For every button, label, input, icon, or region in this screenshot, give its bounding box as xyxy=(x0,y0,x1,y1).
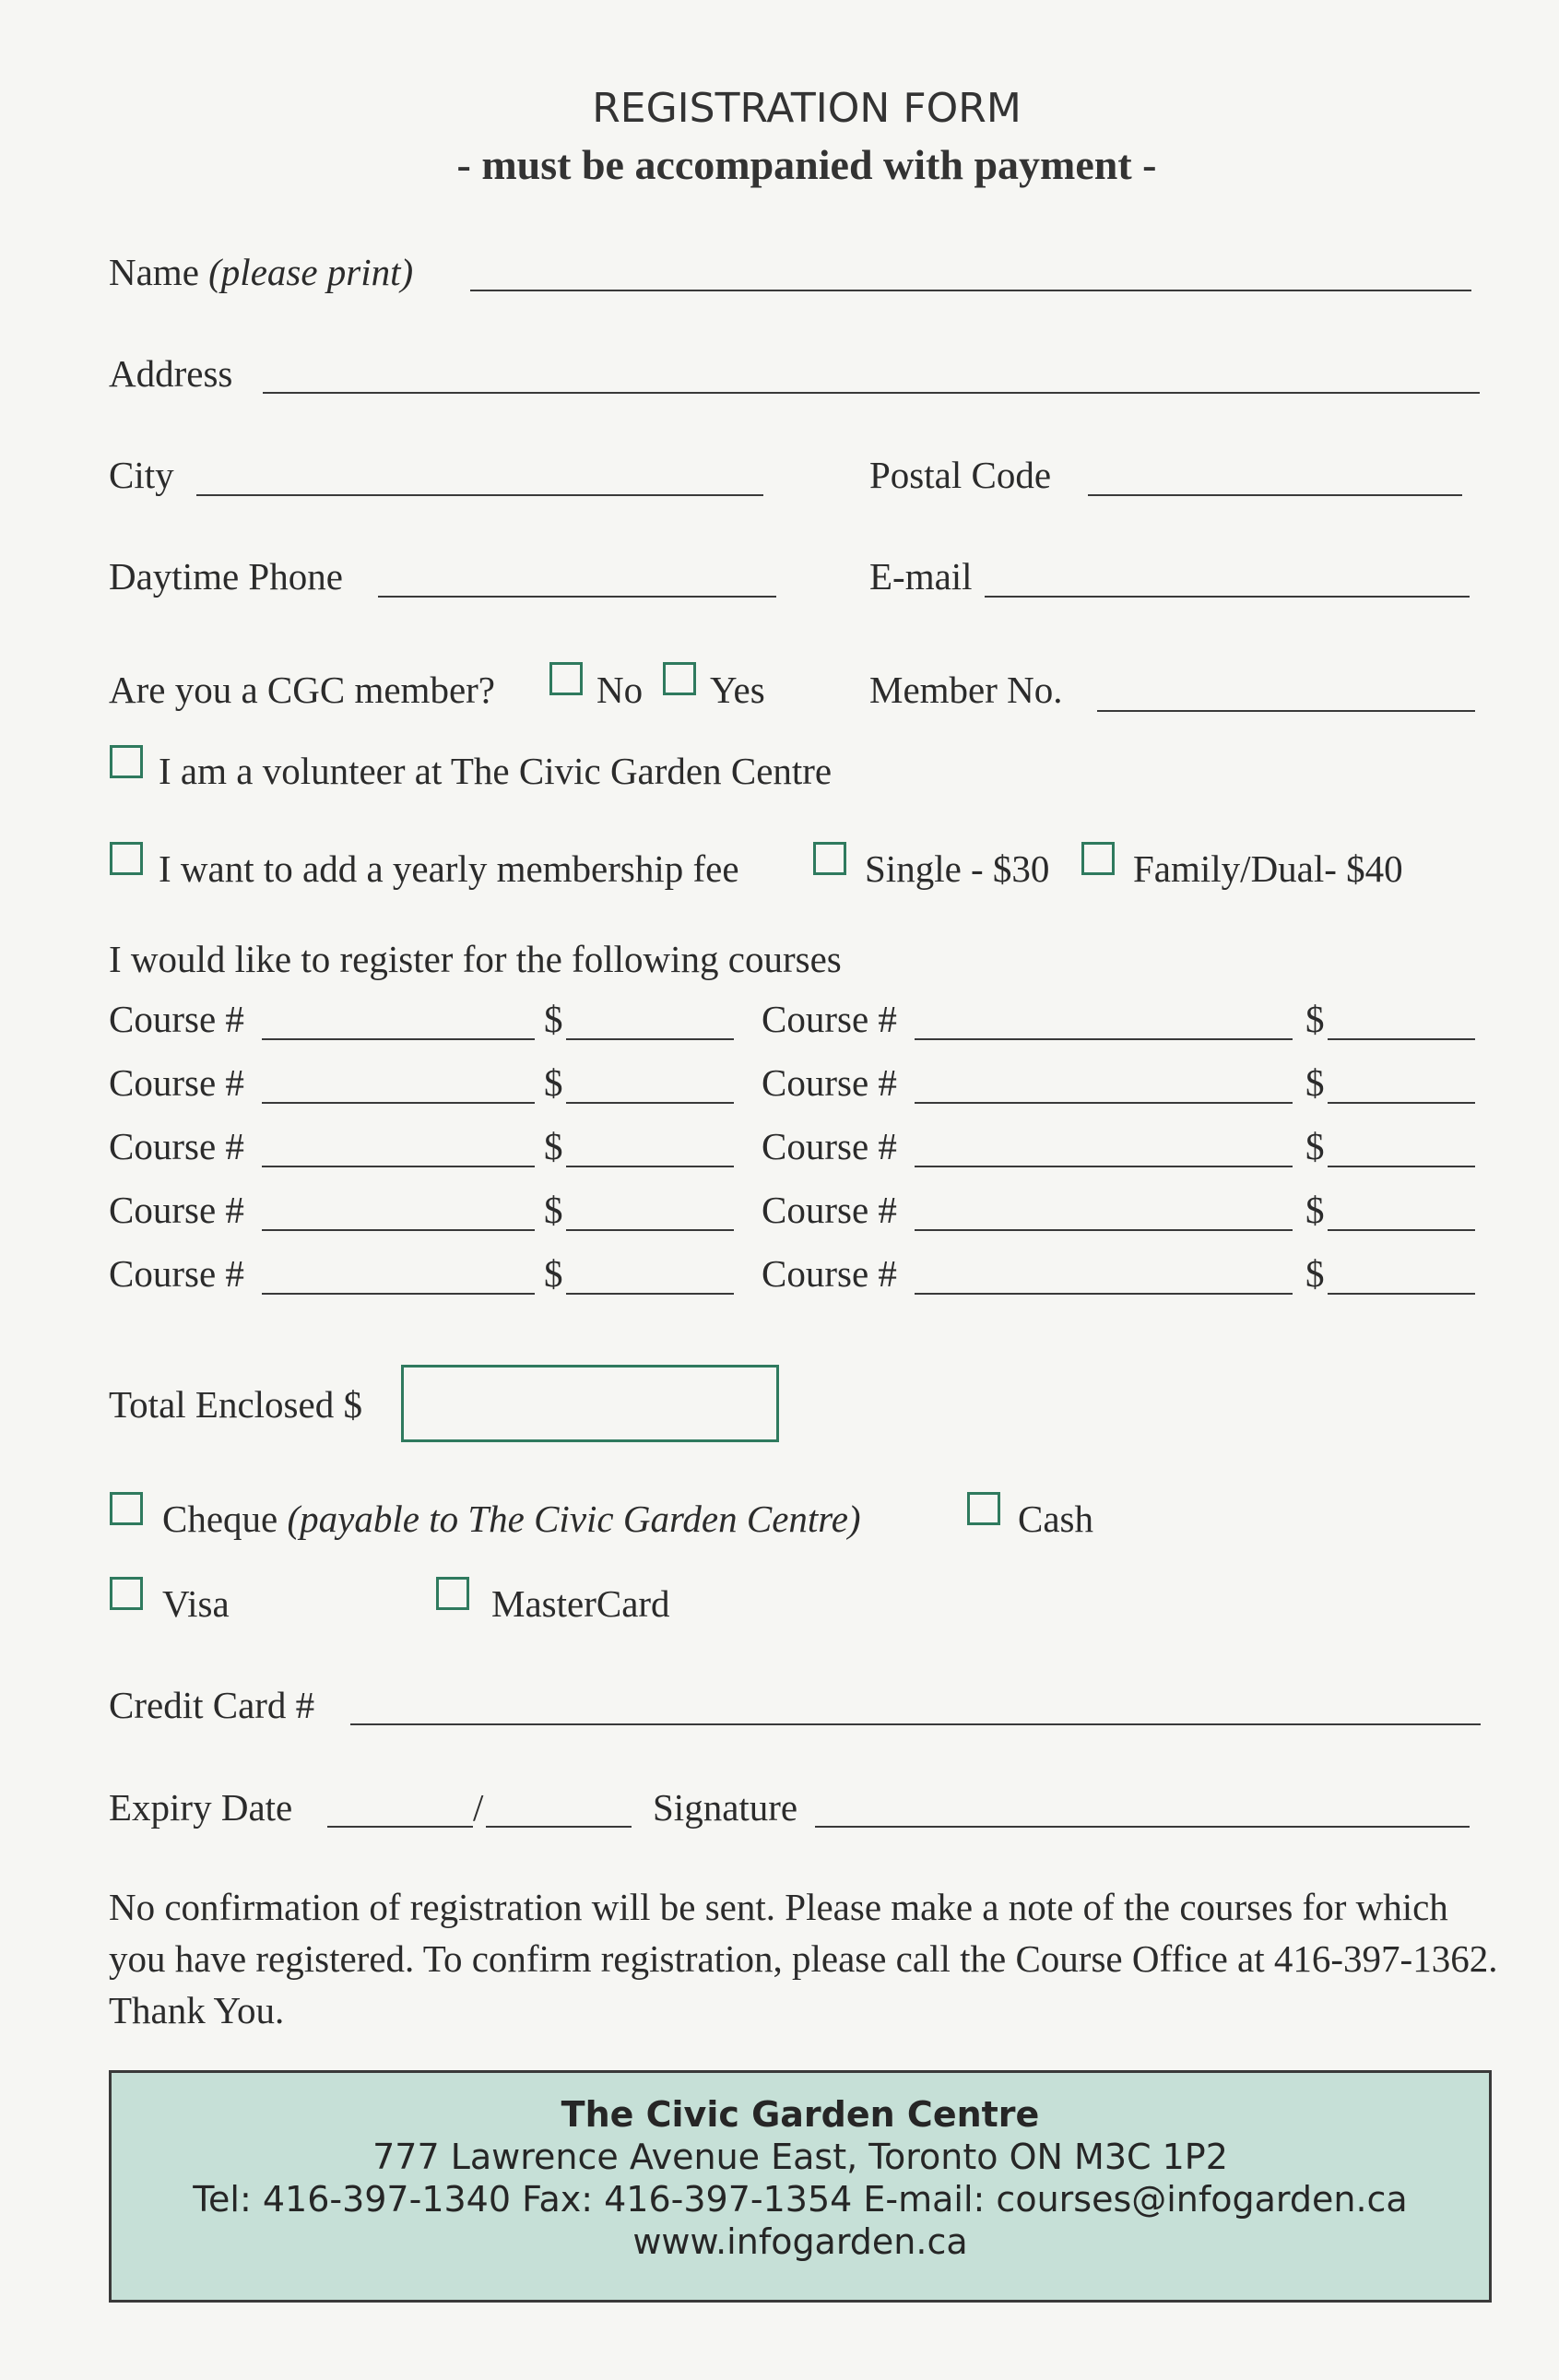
course-amount-field[interactable] xyxy=(566,1166,734,1167)
dollar-label: $ xyxy=(1305,1189,1325,1231)
signature-field[interactable] xyxy=(815,1826,1470,1828)
postal-code-field[interactable] xyxy=(1088,494,1462,496)
course-label: Course # xyxy=(762,1125,897,1167)
course-label: Course # xyxy=(109,1189,244,1231)
cheque-label-group xyxy=(162,1500,861,1538)
course-number-field[interactable] xyxy=(915,1102,1293,1104)
total-enclosed-field[interactable] xyxy=(401,1365,779,1442)
city-field[interactable] xyxy=(196,494,763,496)
confirmation-note: No confirmation of registration will be sent. Please make a note of the courses for which you have registered. To confirm registration, please call the Course Office at 416-397-1362. Thank You. xyxy=(109,1886,1498,2031)
dollar-label: $ xyxy=(544,1189,563,1231)
family-membership-checkbox[interactable] xyxy=(1081,842,1115,875)
credit-card-label: Credit Card # xyxy=(109,1684,315,1726)
dollar-label: $ xyxy=(1305,1125,1325,1167)
course-number-field[interactable] xyxy=(915,1166,1293,1167)
course-number-field[interactable] xyxy=(915,1229,1293,1231)
dollar-label: $ xyxy=(544,1125,563,1167)
single-membership-label: Single - $30 xyxy=(865,847,1050,890)
city-label: City xyxy=(109,454,174,496)
email-field[interactable] xyxy=(985,596,1470,598)
course-amount-field[interactable] xyxy=(566,1229,734,1231)
course-number-field[interactable] xyxy=(262,1293,535,1295)
expiry-year-field[interactable] xyxy=(486,1826,632,1828)
course-amount-field[interactable] xyxy=(566,1102,734,1104)
cheque-checkbox[interactable] xyxy=(110,1492,143,1525)
dollar-label: $ xyxy=(1305,998,1325,1040)
dollar-label: $ xyxy=(1305,1252,1325,1295)
course-label: Course # xyxy=(762,1252,897,1295)
cash-checkbox[interactable] xyxy=(967,1492,1000,1525)
organization-address: 777 Lawrence Avenue East, Toronto ON M3C 1P2 xyxy=(372,2137,1228,2177)
volunteer-label: I am a volunteer at The Civic Garden Centre xyxy=(159,750,833,792)
form-title: REGISTRATION FORM xyxy=(592,85,1022,132)
name-field[interactable] xyxy=(470,290,1471,291)
expiry-label: Expiry Date xyxy=(109,1786,293,1829)
course-amount-field[interactable] xyxy=(1328,1102,1475,1104)
member-yes-checkbox[interactable] xyxy=(663,662,696,695)
course-label: Course # xyxy=(762,1061,897,1104)
course-label: Course # xyxy=(762,1189,897,1231)
single-membership-checkbox[interactable] xyxy=(813,842,846,875)
name-label: Name xyxy=(109,251,199,293)
cheque-hint: (payable to The Civic Garden Centre) xyxy=(287,1498,861,1540)
course-label: Course # xyxy=(109,1252,244,1295)
phone-label: Daytime Phone xyxy=(109,555,343,598)
dollar-label: $ xyxy=(544,1252,563,1295)
course-amount-field[interactable] xyxy=(1328,1166,1475,1167)
course-label: Course # xyxy=(109,998,244,1040)
member-number-label: Member No. xyxy=(869,669,1063,711)
course-number-field[interactable] xyxy=(262,1038,535,1040)
email-label: E-mail xyxy=(869,555,973,598)
course-number-field[interactable] xyxy=(915,1293,1293,1295)
cheque-label: Cheque xyxy=(162,1498,278,1540)
volunteer-checkbox[interactable] xyxy=(110,745,143,778)
phone-field[interactable] xyxy=(378,596,776,598)
courses-intro: I would like to register for the following courses xyxy=(109,938,842,980)
member-no-option-label: No xyxy=(596,669,644,711)
mastercard-checkbox[interactable] xyxy=(436,1577,469,1610)
postal-code-label: Postal Code xyxy=(869,454,1052,496)
course-amount-field[interactable] xyxy=(1328,1293,1475,1295)
expiry-separator: / xyxy=(473,1786,484,1829)
course-amount-field[interactable] xyxy=(566,1293,734,1295)
member-number-field[interactable] xyxy=(1097,710,1475,712)
cash-label: Cash xyxy=(1018,1498,1093,1540)
organization-name: The Civic Garden Centre xyxy=(561,2094,1040,2135)
mastercard-label: MasterCard xyxy=(491,1582,670,1625)
name-hint: (please print) xyxy=(208,251,414,293)
course-label: Course # xyxy=(762,998,897,1040)
expiry-month-field[interactable] xyxy=(327,1826,473,1828)
member-no-checkbox[interactable] xyxy=(549,662,583,695)
form-subtitle: - must be accompanied with payment - xyxy=(456,141,1157,188)
address-field[interactable] xyxy=(263,392,1480,394)
organization-website: www.infogarden.ca xyxy=(632,2221,968,2262)
signature-label: Signature xyxy=(653,1786,798,1829)
member-question: Are you a CGC member? xyxy=(109,669,495,711)
course-number-field[interactable] xyxy=(915,1038,1293,1040)
family-membership-label: Family/Dual- $40 xyxy=(1133,847,1403,890)
visa-checkbox[interactable] xyxy=(110,1577,143,1610)
organization-contact: Tel: 416-397-1340 Fax: 416-397-1354 E-mail: courses@infogarden.ca xyxy=(193,2179,1408,2220)
course-amount-field[interactable] xyxy=(1328,1229,1475,1231)
dollar-label: $ xyxy=(1305,1061,1325,1104)
name-label-group xyxy=(109,251,414,293)
membership-fee-checkbox[interactable] xyxy=(110,842,143,875)
course-number-field[interactable] xyxy=(262,1166,535,1167)
course-amount-field[interactable] xyxy=(1328,1038,1475,1040)
member-yes-option-label: Yes xyxy=(710,669,765,711)
credit-card-field[interactable] xyxy=(350,1723,1481,1725)
address-label: Address xyxy=(109,352,233,395)
visa-label: Visa xyxy=(162,1582,230,1625)
course-amount-field[interactable] xyxy=(566,1038,734,1040)
course-number-field[interactable] xyxy=(262,1102,535,1104)
dollar-label: $ xyxy=(544,998,563,1040)
contact-box xyxy=(109,2070,1492,2303)
dollar-label: $ xyxy=(544,1061,563,1104)
course-label: Course # xyxy=(109,1061,244,1104)
total-enclosed-label: Total Enclosed $ xyxy=(109,1383,362,1426)
course-number-field[interactable] xyxy=(262,1229,535,1231)
membership-fee-label: I want to add a yearly membership fee xyxy=(159,847,739,890)
course-label: Course # xyxy=(109,1125,244,1167)
